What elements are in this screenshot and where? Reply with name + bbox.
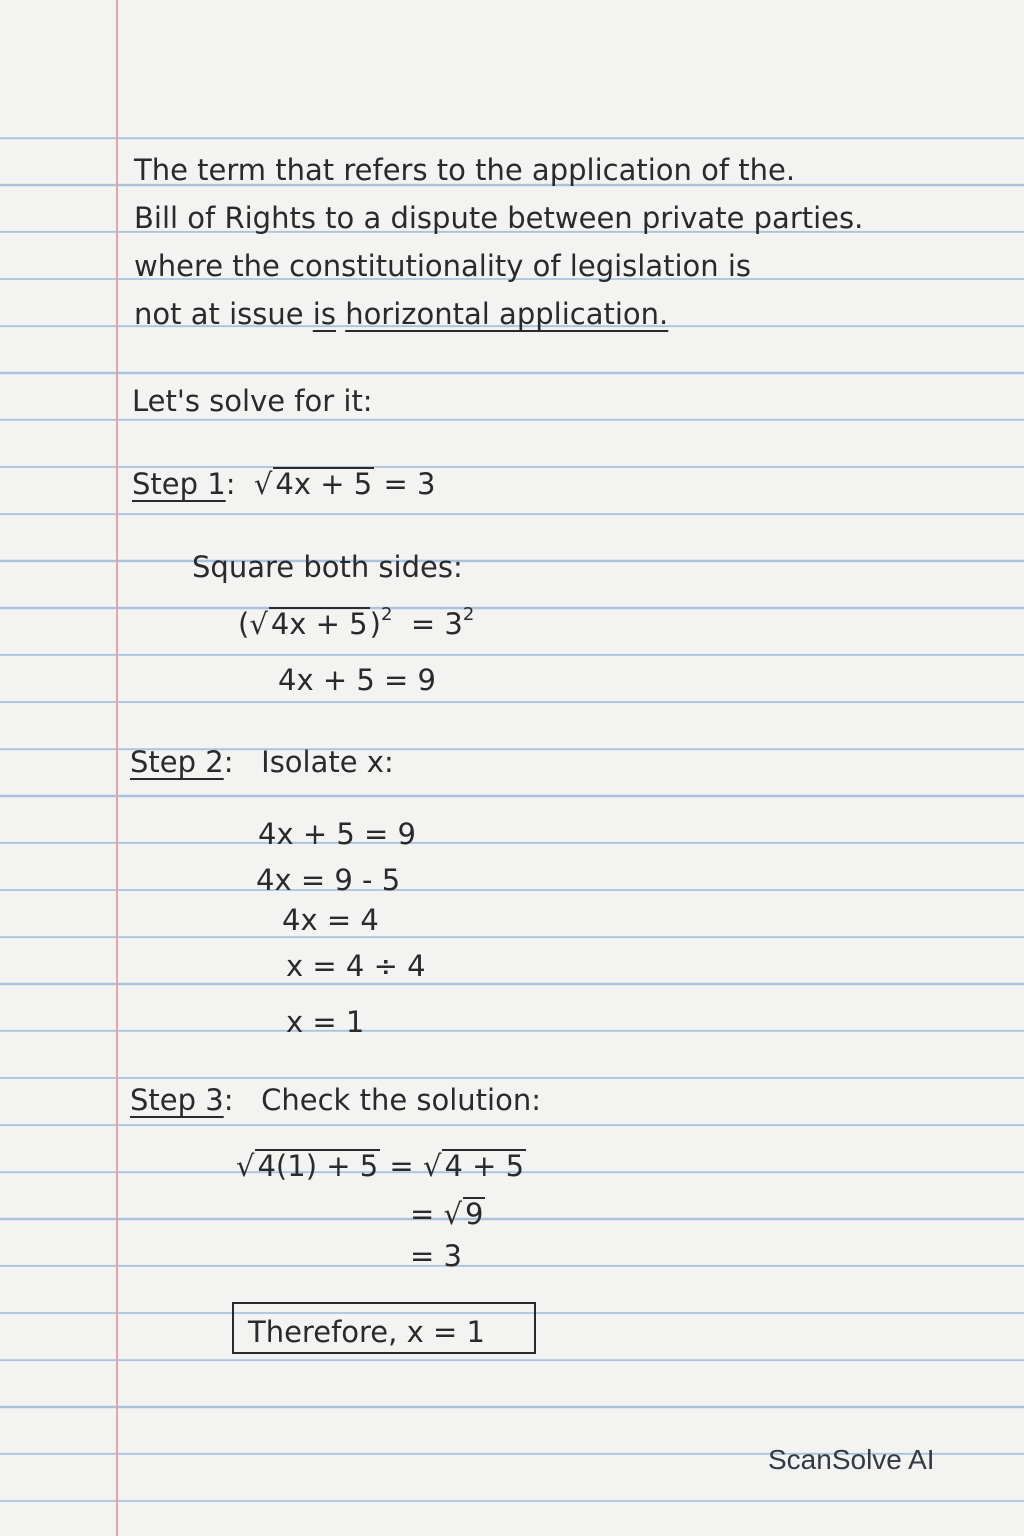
exponent-left: 2 [380, 604, 393, 625]
sqrt-symbol: √ [253, 467, 273, 501]
step3-label: Step 3 [130, 1083, 224, 1117]
intro-line-4-is: is [312, 297, 336, 331]
step2-row [130, 744, 394, 780]
sqrt-symbol: √ [443, 1197, 463, 1231]
step3-row [130, 1082, 541, 1118]
sqrt-symbol: √ [236, 1149, 255, 1183]
step2-line-4: x = 4 ÷ 4 [286, 949, 426, 983]
step1-label: Step 1 [132, 467, 226, 501]
step1-radicand: 4x + 5 [275, 467, 373, 501]
exponent-right: 2 [462, 604, 475, 625]
intro-line-3: where the constitutionality of legislation is [134, 249, 752, 283]
step3-equals: = [389, 1149, 414, 1183]
step2-colon: : [223, 745, 234, 779]
intro-line-4-a: not at issue [134, 297, 304, 331]
sqrt-symbol: √ [422, 1149, 442, 1183]
intro-line-1: The term that refers to the application of the. [134, 153, 796, 187]
step2-line-3: 4x = 4 [282, 903, 379, 937]
step3-check-row-3: = 3 [410, 1239, 462, 1273]
step3-line2-equals: = [410, 1197, 435, 1231]
sqrt-symbol: √ [249, 607, 268, 641]
step3-check-row-1 [236, 1148, 526, 1184]
intro-line-2: Bill of Rights to a dispute between private parties. [134, 201, 864, 235]
rhs-squared-base: = 3 [410, 607, 463, 641]
step1-rhs: = 3 [383, 467, 436, 501]
step3-radicand-b: 4 + 5 [444, 1149, 525, 1183]
open-paren: ( [238, 607, 250, 641]
step1-row [132, 466, 435, 502]
step1-colon: : [225, 467, 236, 501]
step3-colon: : [223, 1083, 234, 1117]
conclusion-text: Therefore, x = 1 [248, 1315, 485, 1349]
close-paren: ) [369, 607, 381, 641]
step2-title: Isolate x: [261, 745, 394, 779]
step1-result: 4x + 5 = 9 [278, 663, 436, 697]
step3-check-row-2 [410, 1196, 485, 1232]
step2-line-5: x = 1 [286, 1005, 365, 1039]
step3-radicand-c: 9 [465, 1197, 484, 1231]
step3-radicand-a: 4(1) + 5 [257, 1149, 379, 1183]
page-header-blank [0, 0, 1024, 120]
intro-line-4 [134, 296, 668, 332]
step1-squared-radicand: 4x + 5 [270, 607, 368, 641]
step2-label: Step 2 [130, 745, 224, 779]
step2-line-1: 4x + 5 = 9 [258, 817, 416, 851]
brand-watermark: ScanSolve AI [768, 1444, 935, 1475]
lets-solve-text: Let's solve for it: [132, 384, 373, 418]
step2-line-2: 4x = 9 - 5 [256, 863, 401, 897]
margin-line [116, 0, 118, 1536]
step1-instruction: Square both sides: [192, 550, 463, 584]
answer-term: horizontal application. [345, 297, 669, 331]
step3-title: Check the solution: [261, 1083, 541, 1117]
step1-squared-row [238, 606, 474, 642]
